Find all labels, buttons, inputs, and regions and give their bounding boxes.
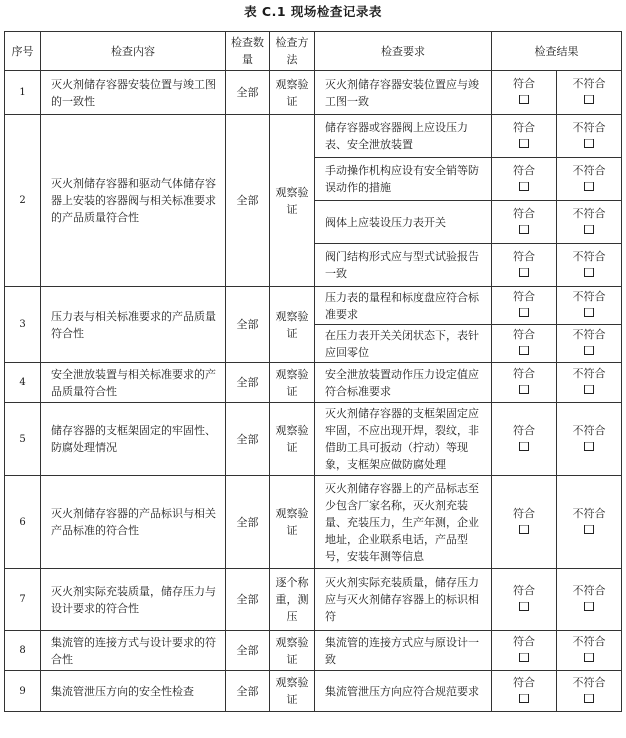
table-body <box>5 71 622 712</box>
result-pass-label: 符合 <box>513 77 535 90</box>
result-fail-label: 不符合 <box>572 367 606 380</box>
result-fail-checkbox[interactable] <box>584 525 594 534</box>
result-fail-label: 不符合 <box>572 423 606 437</box>
row-content: 集流管的连接方式与设计要求的符合性 <box>41 631 226 671</box>
table-row <box>5 115 622 158</box>
result-pass-checkbox[interactable] <box>519 308 529 317</box>
table-row <box>5 363 622 403</box>
result-pass-checkbox[interactable] <box>519 95 529 104</box>
result-fail-checkbox[interactable] <box>584 602 594 611</box>
row-qty: 全部 <box>226 403 270 476</box>
row-method: 观察验证 <box>270 115 315 287</box>
result-fail-label: 不符合 <box>572 206 606 220</box>
result-pass-label: 符合 <box>513 423 535 437</box>
result-fail-cell <box>557 115 622 158</box>
result-fail-label: 不符合 <box>572 163 606 177</box>
result-pass-checkbox[interactable] <box>519 139 529 148</box>
result-pass-cell <box>492 363 557 403</box>
row-content: 灭火剂储存容器的产品标识与相关产品标准的符合性 <box>41 476 226 569</box>
table-row <box>5 71 622 115</box>
header-method: 检查方法 <box>270 32 315 71</box>
table-row <box>5 287 622 325</box>
row-requirement: 灭火剂储存容器上的产品标志至少包含厂家名称，灭火剂充装量、充装压力，生产年测，企业地址，企业联系电话，产品型号，安装年测等信息 <box>315 476 492 569</box>
result-fail-cell <box>557 671 622 712</box>
result-pass-cell <box>492 158 557 201</box>
result-fail-checkbox[interactable] <box>584 346 594 355</box>
result-fail-label: 不符合 <box>572 506 606 520</box>
result-fail-checkbox[interactable] <box>584 182 594 191</box>
result-fail-label: 不符合 <box>572 675 606 689</box>
result-fail-cell <box>557 158 622 201</box>
result-fail-checkbox[interactable] <box>584 268 594 277</box>
result-pass-checkbox[interactable] <box>519 442 529 451</box>
result-pass-cell <box>492 201 557 244</box>
result-pass-label: 符合 <box>513 163 535 177</box>
row-requirement: 阀门结构形式应与型式试验报告一致 <box>315 244 492 287</box>
row-requirement: 灭火剂实际充装质量，储存压力应与灭火剂储存容器上的标识相符 <box>315 569 492 631</box>
result-fail-cell <box>557 244 622 287</box>
result-fail-label: 不符合 <box>572 584 606 597</box>
row-method: 逐个称重，测压 <box>270 569 315 631</box>
row-requirement: 在压力表开关关闭状态下，表针应回零位 <box>315 325 492 363</box>
row-qty: 全部 <box>226 631 270 671</box>
result-fail-cell <box>557 569 622 631</box>
result-pass-checkbox[interactable] <box>519 525 529 534</box>
result-pass-cell <box>492 631 557 671</box>
result-pass-label: 符合 <box>513 584 535 597</box>
result-fail-cell <box>557 631 622 671</box>
result-fail-label: 不符合 <box>572 328 606 341</box>
row-requirement: 压力表的量程和标度盘应符合标准要求 <box>315 287 492 325</box>
result-pass-checkbox[interactable] <box>519 225 529 234</box>
row-method: 观察验证 <box>270 671 315 712</box>
row-content: 灭火剂实际充装质量，储存压力与设计要求的符合性 <box>41 569 226 631</box>
table-caption: 表 C.1 现场检查记录表 <box>244 4 382 19</box>
row-seq: 5 <box>5 403 41 476</box>
result-pass-checkbox[interactable] <box>519 653 529 662</box>
table-row <box>5 569 622 631</box>
row-qty: 全部 <box>226 287 270 363</box>
header-result: 检查结果 <box>492 32 622 71</box>
row-seq: 3 <box>5 287 41 363</box>
row-method: 观察验证 <box>270 403 315 476</box>
row-method: 观察验证 <box>270 287 315 363</box>
row-requirement: 灭火剂储存容器安装位置应与竣工图一致 <box>315 71 492 115</box>
row-seq: 8 <box>5 631 41 671</box>
row-requirement: 灭火剂储存容器的支框架固定应牢固，不应出现开焊，裂纹，非借助工具可扳动（拧动）等现象，支框架应做防腐处理 <box>315 403 492 476</box>
result-pass-cell <box>492 403 557 476</box>
result-pass-checkbox[interactable] <box>519 602 529 611</box>
result-fail-cell <box>557 363 622 403</box>
row-qty: 全部 <box>226 476 270 569</box>
result-pass-cell <box>492 476 557 569</box>
result-fail-label: 不符合 <box>572 635 606 648</box>
row-content: 灭火剂储存容器安装位置与竣工图的一致性 <box>41 71 226 115</box>
result-fail-cell <box>557 71 622 115</box>
table-row <box>5 476 622 569</box>
row-qty: 全部 <box>226 363 270 403</box>
result-pass-checkbox[interactable] <box>519 268 529 277</box>
result-pass-checkbox[interactable] <box>519 385 529 394</box>
result-fail-cell <box>557 403 622 476</box>
result-pass-cell <box>492 569 557 631</box>
result-fail-label: 不符合 <box>572 120 606 134</box>
result-fail-checkbox[interactable] <box>584 385 594 394</box>
row-method: 观察验证 <box>270 476 315 569</box>
result-pass-label: 符合 <box>513 635 535 648</box>
result-fail-cell <box>557 325 622 363</box>
row-method: 观察验证 <box>270 71 315 115</box>
row-qty: 全部 <box>226 71 270 115</box>
result-fail-cell <box>557 476 622 569</box>
row-requirement: 手动操作机构应设有安全销等防误动作的措施 <box>315 158 492 201</box>
inspection-table <box>4 31 622 712</box>
result-pass-label: 符合 <box>513 328 535 341</box>
result-fail-label: 不符合 <box>572 290 606 303</box>
result-fail-cell <box>557 201 622 244</box>
row-method: 观察验证 <box>270 363 315 403</box>
row-method: 观察验证 <box>270 631 315 671</box>
result-pass-checkbox[interactable] <box>519 694 529 703</box>
row-content: 灭火剂储存容器和驱动气体储存容器上安装的容器阀与相关标准要求的产品质量符合性 <box>41 115 226 287</box>
result-fail-label: 不符合 <box>572 77 606 90</box>
result-pass-label: 符合 <box>513 290 535 303</box>
result-pass-label: 符合 <box>513 506 535 520</box>
row-seq: 6 <box>5 476 41 569</box>
result-pass-label: 符合 <box>513 675 535 689</box>
header-requirement: 检查要求 <box>315 32 492 71</box>
row-seq: 1 <box>5 71 41 115</box>
row-requirement: 集流管的连接方式应与原设计一致 <box>315 631 492 671</box>
table-row <box>5 631 622 671</box>
result-pass-label: 符合 <box>513 206 535 220</box>
header-row <box>5 32 622 71</box>
row-seq: 7 <box>5 569 41 631</box>
result-pass-cell <box>492 71 557 115</box>
row-requirement: 阀体上应装设压力表开关 <box>315 201 492 244</box>
row-content: 压力表与相关标准要求的产品质量符合性 <box>41 287 226 363</box>
result-fail-checkbox[interactable] <box>584 225 594 234</box>
result-fail-label: 不符合 <box>572 249 606 263</box>
result-fail-checkbox[interactable] <box>584 653 594 662</box>
table-row <box>5 671 622 712</box>
header-content: 检查内容 <box>41 32 226 71</box>
row-qty: 全部 <box>226 115 270 287</box>
row-requirement: 储存容器或容器阀上应设压力表、安全泄放装置 <box>315 115 492 158</box>
header-seq: 序号 <box>5 32 41 71</box>
row-qty: 全部 <box>226 671 270 712</box>
result-fail-checkbox[interactable] <box>584 95 594 104</box>
result-pass-cell <box>492 244 557 287</box>
row-qty: 全部 <box>226 569 270 631</box>
row-content: 集流管泄压方向的安全性检查 <box>41 671 226 712</box>
result-pass-cell <box>492 115 557 158</box>
result-fail-checkbox[interactable] <box>584 308 594 317</box>
row-content: 储存容器的支框架固定的牢固性、防腐处理情况 <box>41 403 226 476</box>
row-seq: 4 <box>5 363 41 403</box>
result-fail-checkbox[interactable] <box>584 694 594 703</box>
header-qty: 检查数量 <box>226 32 270 71</box>
result-fail-cell <box>557 287 622 325</box>
result-pass-checkbox[interactable] <box>519 182 529 191</box>
result-fail-checkbox[interactable] <box>584 139 594 148</box>
table-row <box>5 403 622 476</box>
row-requirement: 安全泄放装置动作压力设定值应符合标准要求 <box>315 363 492 403</box>
row-content: 安全泄放装置与相关标准要求的产品质量符合性 <box>41 363 226 403</box>
result-pass-label: 符合 <box>513 249 535 263</box>
result-pass-cell <box>492 325 557 363</box>
row-seq: 2 <box>5 115 41 287</box>
result-fail-checkbox[interactable] <box>584 442 594 451</box>
row-requirement: 集流管泄压方向应符合规范要求 <box>315 671 492 712</box>
result-pass-label: 符合 <box>513 367 535 380</box>
result-pass-label: 符合 <box>513 120 535 134</box>
result-pass-cell <box>492 671 557 712</box>
row-seq: 9 <box>5 671 41 712</box>
result-pass-cell <box>492 287 557 325</box>
result-pass-checkbox[interactable] <box>519 346 529 355</box>
